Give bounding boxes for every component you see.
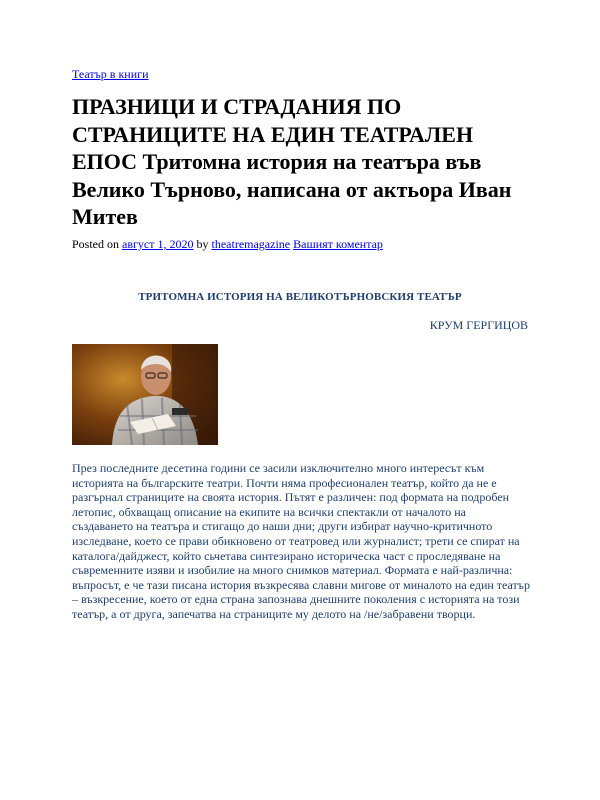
posted-on-label: Posted on bbox=[72, 237, 120, 251]
article-photo bbox=[72, 344, 218, 445]
by-label: by bbox=[196, 237, 209, 251]
reading-man-photo bbox=[72, 344, 218, 445]
section-title: ТРИТОМНА ИСТОРИЯ НА ВЕЛИКОТЪРНОВСКИЯ ТЕАТЪР bbox=[138, 291, 462, 303]
category-link[interactable]: Театър в книги bbox=[72, 67, 149, 81]
post-meta bbox=[72, 237, 383, 252]
article-title: ПРАЗНИЦИ И СТРАДАНИЯ ПО СТРАНИЦИТЕ НА ЕДИН ТЕАТРАЛЕН ЕПОС Тритомна история на театъра във Велико Търново, написана от актьора Иван Митев bbox=[72, 94, 512, 229]
author-link[interactable]: theatremagazine bbox=[211, 237, 291, 251]
article-body: През последните десетина години се засили изключително много интересът към историята на българските театри. Почти няма професионален театър, който да не е разгърнал страниците на своята история. Пътят е различен: под формата на подробен летопис, обхващащ описание на екипите на всички спектакли от началото на създаването на театъра и стигащо до наши дни; други избират научно-критичното изследване, което се прави обикновено от театровед или журналист; трети се спират на каталога/дайджест, който сьчетава синтезирано историческа част с проследяване на съвременните изяви и изобилие на много снимков материал. Формата е най-различна: въпросът, е че тази писана история възкресява славни мигове от миналото на един театър – възкресение, което от една страна запознава днешните поколения с историята на този театър, а от друга, запечатва на страниците му делото на /не/забравени творци. bbox=[72, 461, 530, 621]
comment-link[interactable]: Вашият коментар bbox=[293, 237, 383, 251]
post-date-link[interactable]: август 1, 2020 bbox=[122, 237, 194, 251]
byline: КРУМ ГЕРГИЦОВ bbox=[429, 318, 528, 332]
